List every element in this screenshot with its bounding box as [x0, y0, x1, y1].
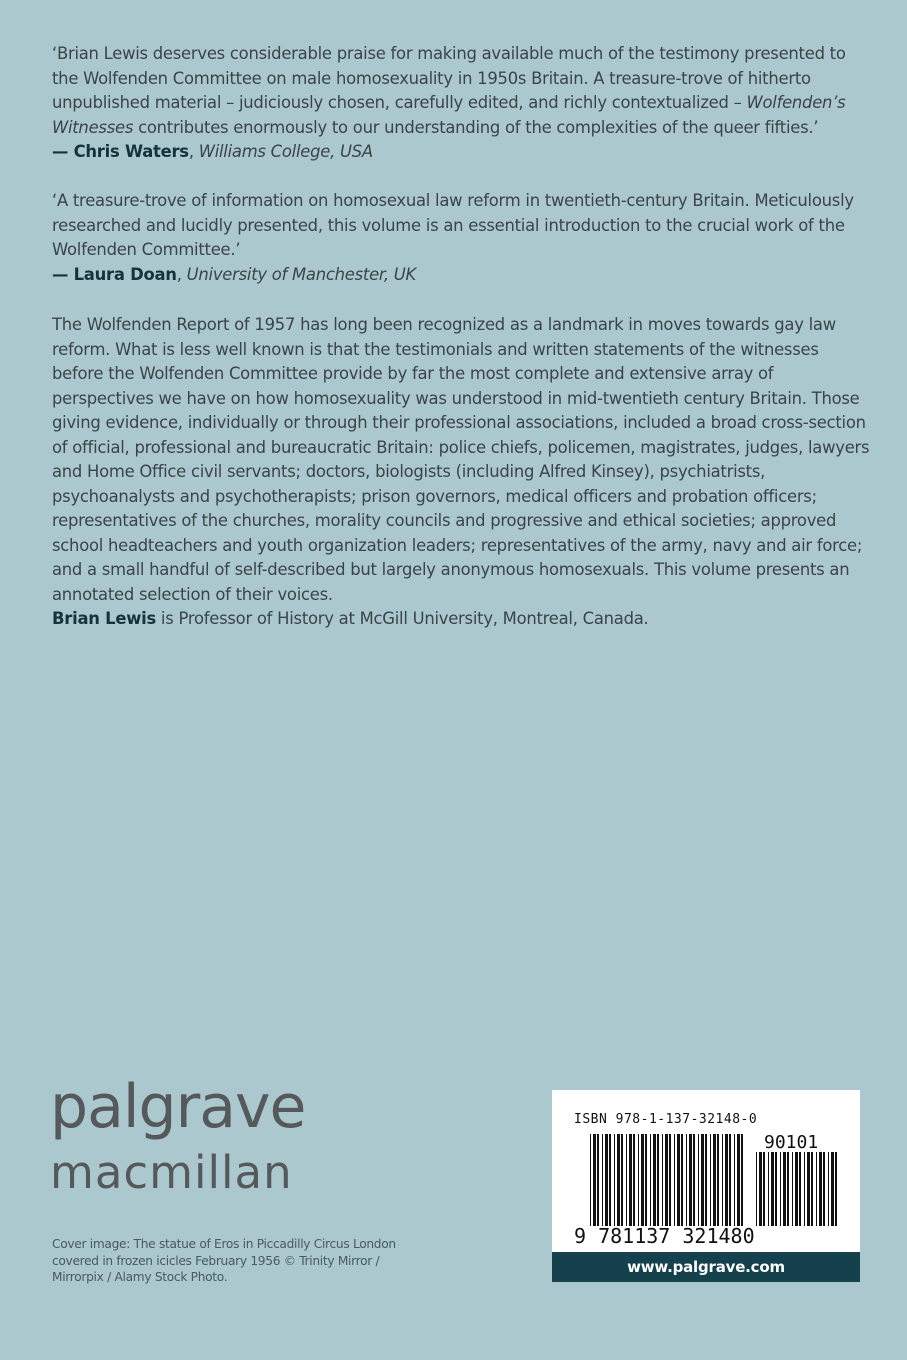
barcode-bar	[677, 1134, 680, 1226]
barcode-bar	[602, 1134, 603, 1226]
publisher-logo-palgrave: palgrave	[50, 1072, 306, 1142]
barcode-bar	[710, 1134, 711, 1226]
barcode-bar	[835, 1152, 837, 1226]
endorsement-quote-2	[52, 189, 872, 287]
barcode-addon-digits: 90101	[764, 1132, 819, 1153]
barcode-bar	[775, 1152, 777, 1226]
barcode-bar	[713, 1134, 716, 1226]
barcode-bar	[597, 1134, 599, 1226]
barcode-bar	[725, 1134, 728, 1226]
barcode-bar	[693, 1134, 695, 1226]
endorsement-quote-1	[52, 42, 872, 165]
author-name: Brian Lewis	[52, 609, 156, 628]
barcode-bar	[665, 1134, 668, 1226]
barcode-bar	[701, 1134, 704, 1226]
endorser-affiliation: Williams College, USA	[198, 142, 373, 161]
barcode-bar	[689, 1134, 692, 1226]
barcode-bar	[621, 1134, 623, 1226]
author-bio: Brian Lewis is Professor of History at McGill University, Montreal, Canada.	[52, 609, 649, 628]
barcode-bar	[795, 1152, 798, 1226]
barcode-bar	[638, 1134, 639, 1226]
barcode-bar	[799, 1152, 801, 1226]
barcode-bars-main	[590, 1134, 743, 1226]
barcode-bar	[816, 1152, 817, 1226]
barcode-bar	[593, 1134, 596, 1226]
barcode-bar	[698, 1134, 699, 1226]
isbn-barcode	[552, 1090, 860, 1252]
barcode-bar	[787, 1152, 789, 1226]
barcode-bars-addon	[756, 1152, 837, 1226]
barcode-bar	[759, 1152, 762, 1226]
barcode-bar	[641, 1134, 644, 1226]
quote-2-attribution: — Laura Doan, University of Manchester, UK	[52, 264, 417, 284]
barcode-bar	[629, 1134, 632, 1226]
barcode-bar	[734, 1134, 735, 1226]
book-title: Wolfenden’s Witnesses	[52, 93, 846, 137]
barcode-bar	[669, 1134, 671, 1226]
barcode-bar	[807, 1152, 810, 1226]
barcode-bar	[633, 1134, 635, 1226]
isbn-label: ISBN 978-1-137-32148-0	[574, 1112, 758, 1127]
barcode-bar	[741, 1134, 743, 1226]
barcode-bar	[729, 1134, 731, 1226]
barcode-bar	[645, 1134, 647, 1226]
cover-image-credit: Cover image: The statue of Eros in Piccadilly Circus London covered in frozen icicles February 1956 © Trinity Mirror / Mirrorpix / Alamy Stock Photo.	[52, 1237, 396, 1284]
barcode-bar	[771, 1152, 774, 1226]
barcode-bar	[831, 1152, 834, 1226]
barcode-bar	[717, 1134, 719, 1226]
barcode-bar	[768, 1152, 769, 1226]
barcode-bar	[780, 1152, 781, 1226]
barcode-bar	[590, 1134, 591, 1226]
barcode-bar	[722, 1134, 723, 1226]
barcode-bar	[828, 1152, 829, 1226]
quote-1-attribution: — Chris Waters, Williams College, USA	[52, 142, 373, 161]
barcode-bar	[605, 1134, 608, 1226]
barcode-main-digits: 9 781137 321480	[574, 1224, 755, 1248]
quote-1-text: ‘Brian Lewis deserves considerable praise for making available much of the testimony presented to the Wolfenden Committee on male homosexuality in 1950s Britain. A treasure-trove of hitherto unpublished material – judiciously chosen, carefully edited, and richly contextualized – Wolfenden’s Witnesses contributes enormously to our understanding of the complexities of the queer fifties.’	[52, 44, 846, 137]
barcode-bar	[662, 1134, 663, 1226]
barcode-bar	[609, 1134, 611, 1226]
barcode-bar	[686, 1134, 687, 1226]
barcode-bar	[804, 1152, 805, 1226]
endorser-affiliation: University of Manchester, UK	[186, 264, 417, 284]
barcode-bar	[763, 1152, 765, 1226]
barcode-bar	[792, 1152, 793, 1226]
publisher-logo-macmillan: macmillan	[50, 1146, 293, 1199]
barcode-bar	[737, 1134, 740, 1226]
endorser-name: — Chris Waters	[52, 142, 189, 161]
barcode-bar	[811, 1152, 813, 1226]
book-description: The Wolfenden Report of 1957 has long been recognized as a landmark in moves towards gay law reform. What is less well known is that the testimonials and written statements of the witnesses before the Wolfenden Committee provide by far the most complete and extensive array of perspectives we have on how homosexuality was understood in mid-twentieth century Britain. Those giving evidence, individually or through their professional associations, included a broad cross-section of official, professional and bureaucratic Britain: police chiefs, policemen, magistrates, judges, lawyers and Home Office civil servants; doctors, biologists (including Alfred Kinsey), psychiatrists, psychoanalysts and psychotherapists; prison governors, medical officers and probation officers; representatives of the churches, morality councils and progressive and ethical societies; approved school headteachers and youth organization leaders; representatives of the army, navy and air force; and a small handful of self-described but largely anonymous homosexuals. This volume presents an annotated selection of their voices.	[52, 315, 870, 604]
barcode-bar	[617, 1134, 620, 1226]
barcode-bar	[674, 1134, 675, 1226]
barcode-bar	[705, 1134, 707, 1226]
barcode-bar	[756, 1152, 757, 1226]
quote-2-text: ‘A treasure-trove of information on homosexual law reform in twentieth-century Britain. Meticulously researched and lucidly presented, this volume is an essential introduction to the crucial work of the Wolfenden Committee.’	[52, 191, 854, 259]
barcode-bar	[783, 1152, 786, 1226]
publisher-website: www.palgrave.com	[552, 1252, 860, 1282]
barcode-bar	[650, 1134, 651, 1226]
barcode-bar	[819, 1152, 822, 1226]
barcode-bar	[653, 1134, 656, 1226]
barcode-bar	[614, 1134, 615, 1226]
barcode-bar	[626, 1134, 627, 1226]
endorser-name: — Laura Doan	[52, 264, 177, 284]
barcode-bar	[823, 1152, 825, 1226]
barcode-bar	[681, 1134, 683, 1226]
barcode-graphic	[552, 1090, 860, 1252]
barcode-bar	[657, 1134, 659, 1226]
